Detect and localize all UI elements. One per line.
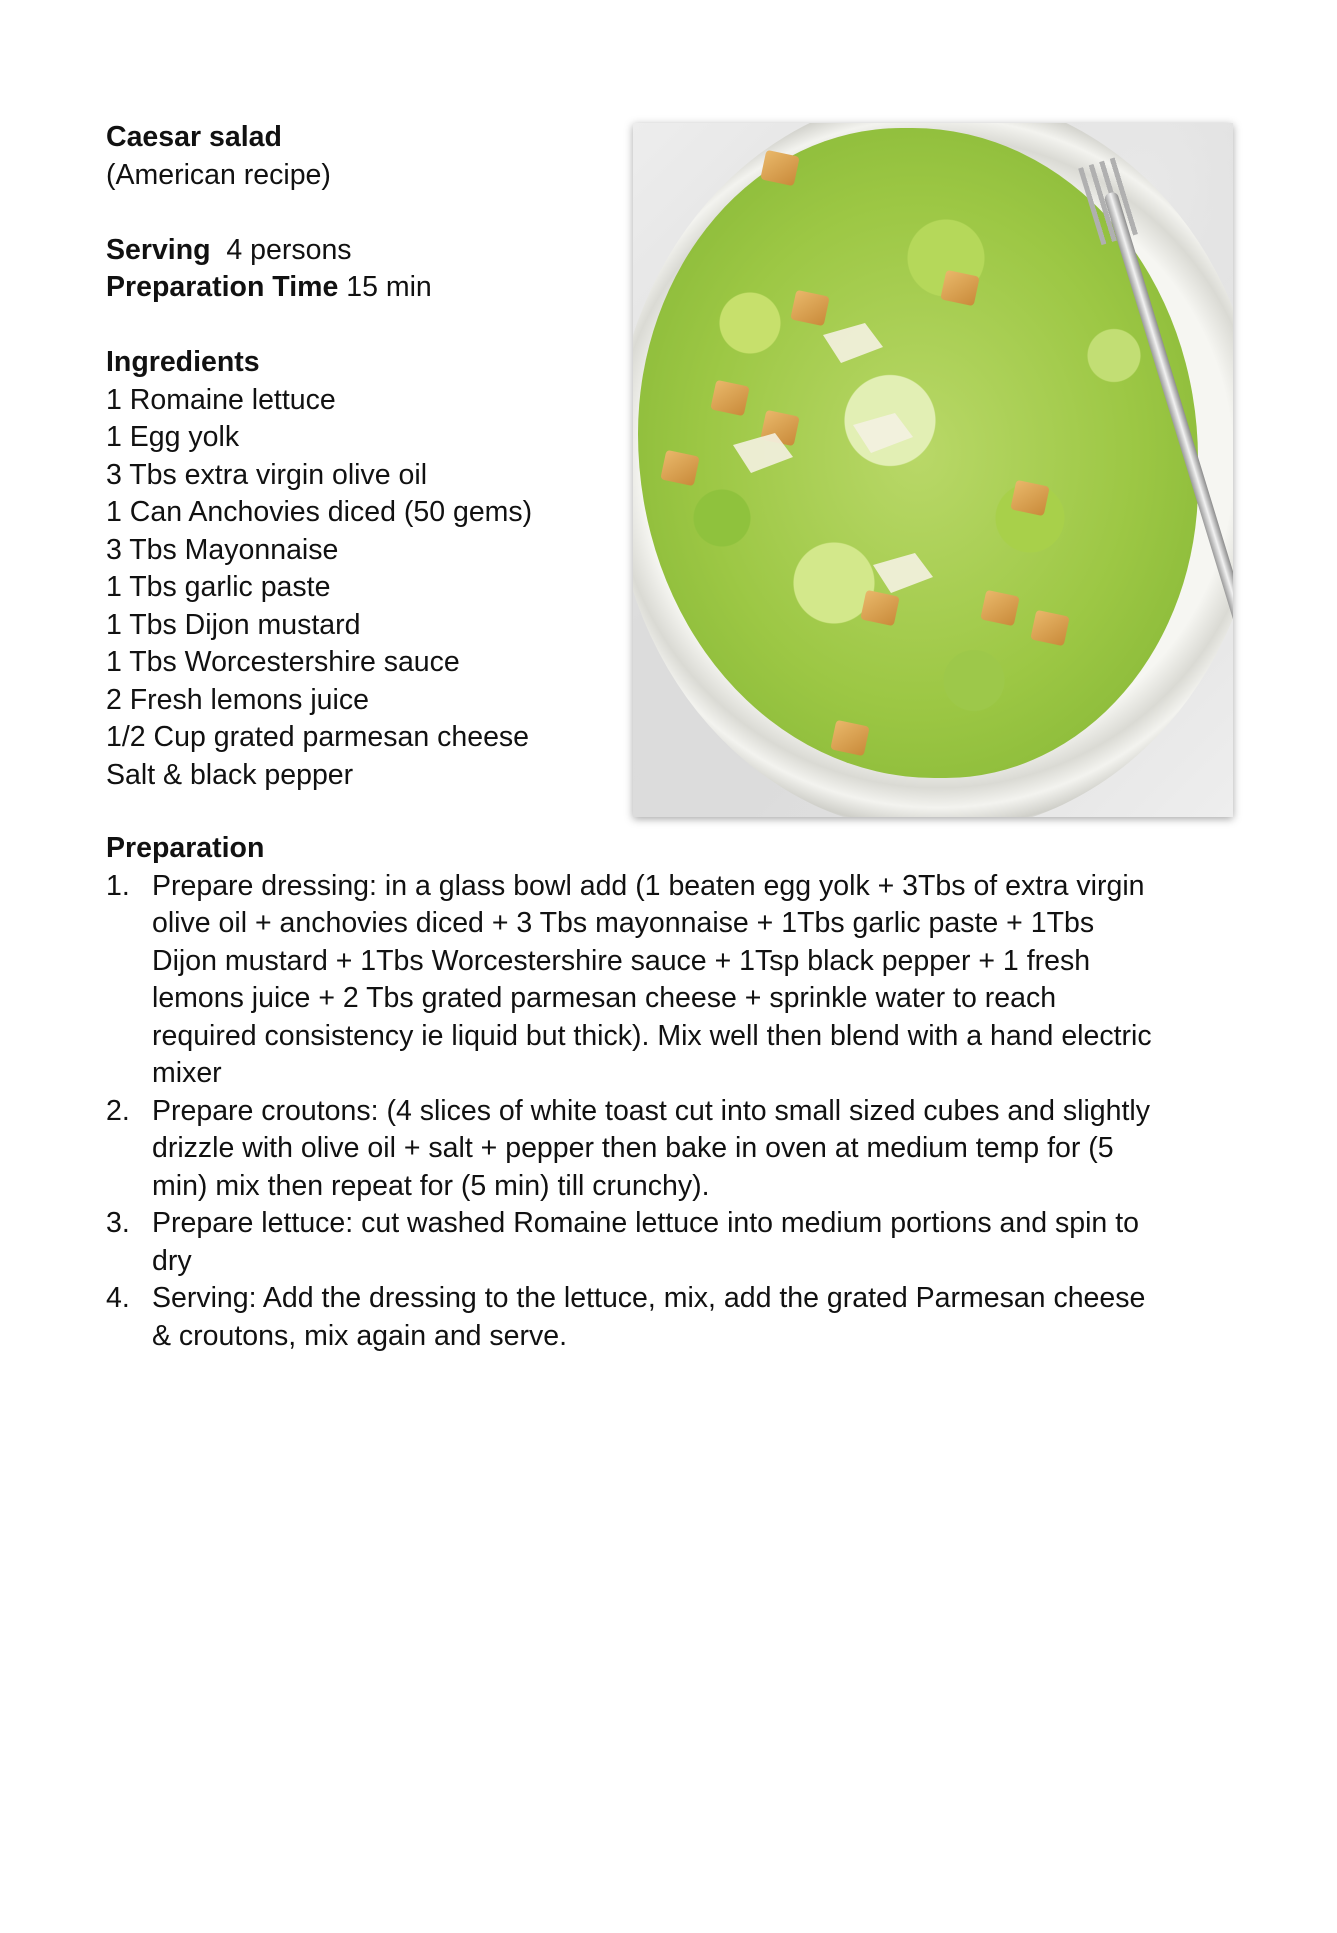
step-line: Dijon mustard + 1Tbs Worcestershire sauce + 1Tsp black pepper + 1 fresh (152, 944, 1091, 977)
step-line: Prepare croutons: (4 slices of white toast cut into small sized cubes and slightly (152, 1094, 1150, 1127)
step-line: drizzle with olive oil + salt + pepper then bake in oven at medium temp for (5 (152, 1132, 1114, 1164)
ingredient-item: 3 Tbs Mayonnaise (106, 533, 339, 566)
step-line: min) mix then repeat for (5 min) till crunchy). (152, 1169, 710, 1202)
ingredient-item: 1/2 Cup grated parmesan cheese (106, 721, 530, 753)
steps-list (106, 868, 1246, 1356)
step-number: 1. (106, 869, 130, 902)
step-number: 3. (106, 1207, 130, 1239)
recipe-header (106, 119, 626, 794)
step-item (106, 868, 1246, 1093)
ingredient-item: 1 Tbs garlic paste (106, 571, 331, 603)
preparation-heading: Preparation (106, 832, 265, 864)
step-number: 4. (106, 1282, 130, 1314)
step-line: dry (152, 1244, 192, 1277)
ingredient-item: 1 Romaine lettuce (106, 383, 336, 416)
step-item (106, 1093, 1246, 1206)
ingredient-item: Salt & black pepper (106, 758, 354, 791)
step-text (152, 1205, 1242, 1280)
serving-value: 4 persons (226, 233, 352, 266)
ingredient-item: 1 Can Anchovies diced (50 gems) (106, 496, 533, 528)
salad-photo (633, 123, 1233, 817)
ingredient-item: 1 Egg yolk (106, 421, 240, 453)
step-line: required consistency ie liquid but thick). Mix well then blend with a hand electric (152, 1019, 1152, 1052)
ingredient-item: 3 Tbs extra virgin olive oil (106, 458, 428, 491)
step-text (152, 1280, 1242, 1355)
preparation-section (106, 830, 1246, 1355)
prep-time-value: 15 min (346, 271, 432, 303)
step-text (152, 868, 1242, 1093)
ingredient-item: 2 Fresh lemons juice (106, 683, 369, 716)
step-item (106, 1280, 1246, 1355)
ingredient-item: 1 Tbs Dijon mustard (106, 608, 361, 641)
serving-row (106, 232, 626, 270)
step-text (152, 1093, 1242, 1206)
step-line: olive oil + anchovies diced + 3 Tbs mayonnaise + 1Tbs garlic paste + 1Tbs (152, 907, 1095, 939)
step-line: Prepare lettuce: cut washed Romaine lettuce into medium portions and spin to (152, 1207, 1139, 1239)
prep-time-label: Preparation Time (106, 271, 339, 303)
step-item (106, 1205, 1246, 1280)
ingredients-list (106, 382, 626, 795)
prep-time-row (106, 269, 626, 307)
ingredient-item: 1 Tbs Worcestershire sauce (106, 646, 460, 678)
step-number: 2. (106, 1094, 130, 1127)
ingredients-heading: Ingredients (106, 346, 260, 378)
step-line: lemons juice + 2 Tbs grated parmesan cheese + sprinkle water to reach (152, 982, 1057, 1014)
recipe-subtitle: (American recipe) (106, 158, 331, 191)
step-line: Serving: Add the dressing to the lettuce, mix, add the grated Parmesan cheese (152, 1282, 1146, 1314)
step-line: mixer (152, 1057, 222, 1089)
serving-label: Serving (106, 233, 211, 266)
step-line: & croutons, mix again and serve. (152, 1319, 568, 1352)
step-line: Prepare dressing: in a glass bowl add (1 beaten egg yolk + 3Tbs of extra virgin (152, 869, 1145, 902)
recipe-title: Caesar salad (106, 121, 282, 153)
